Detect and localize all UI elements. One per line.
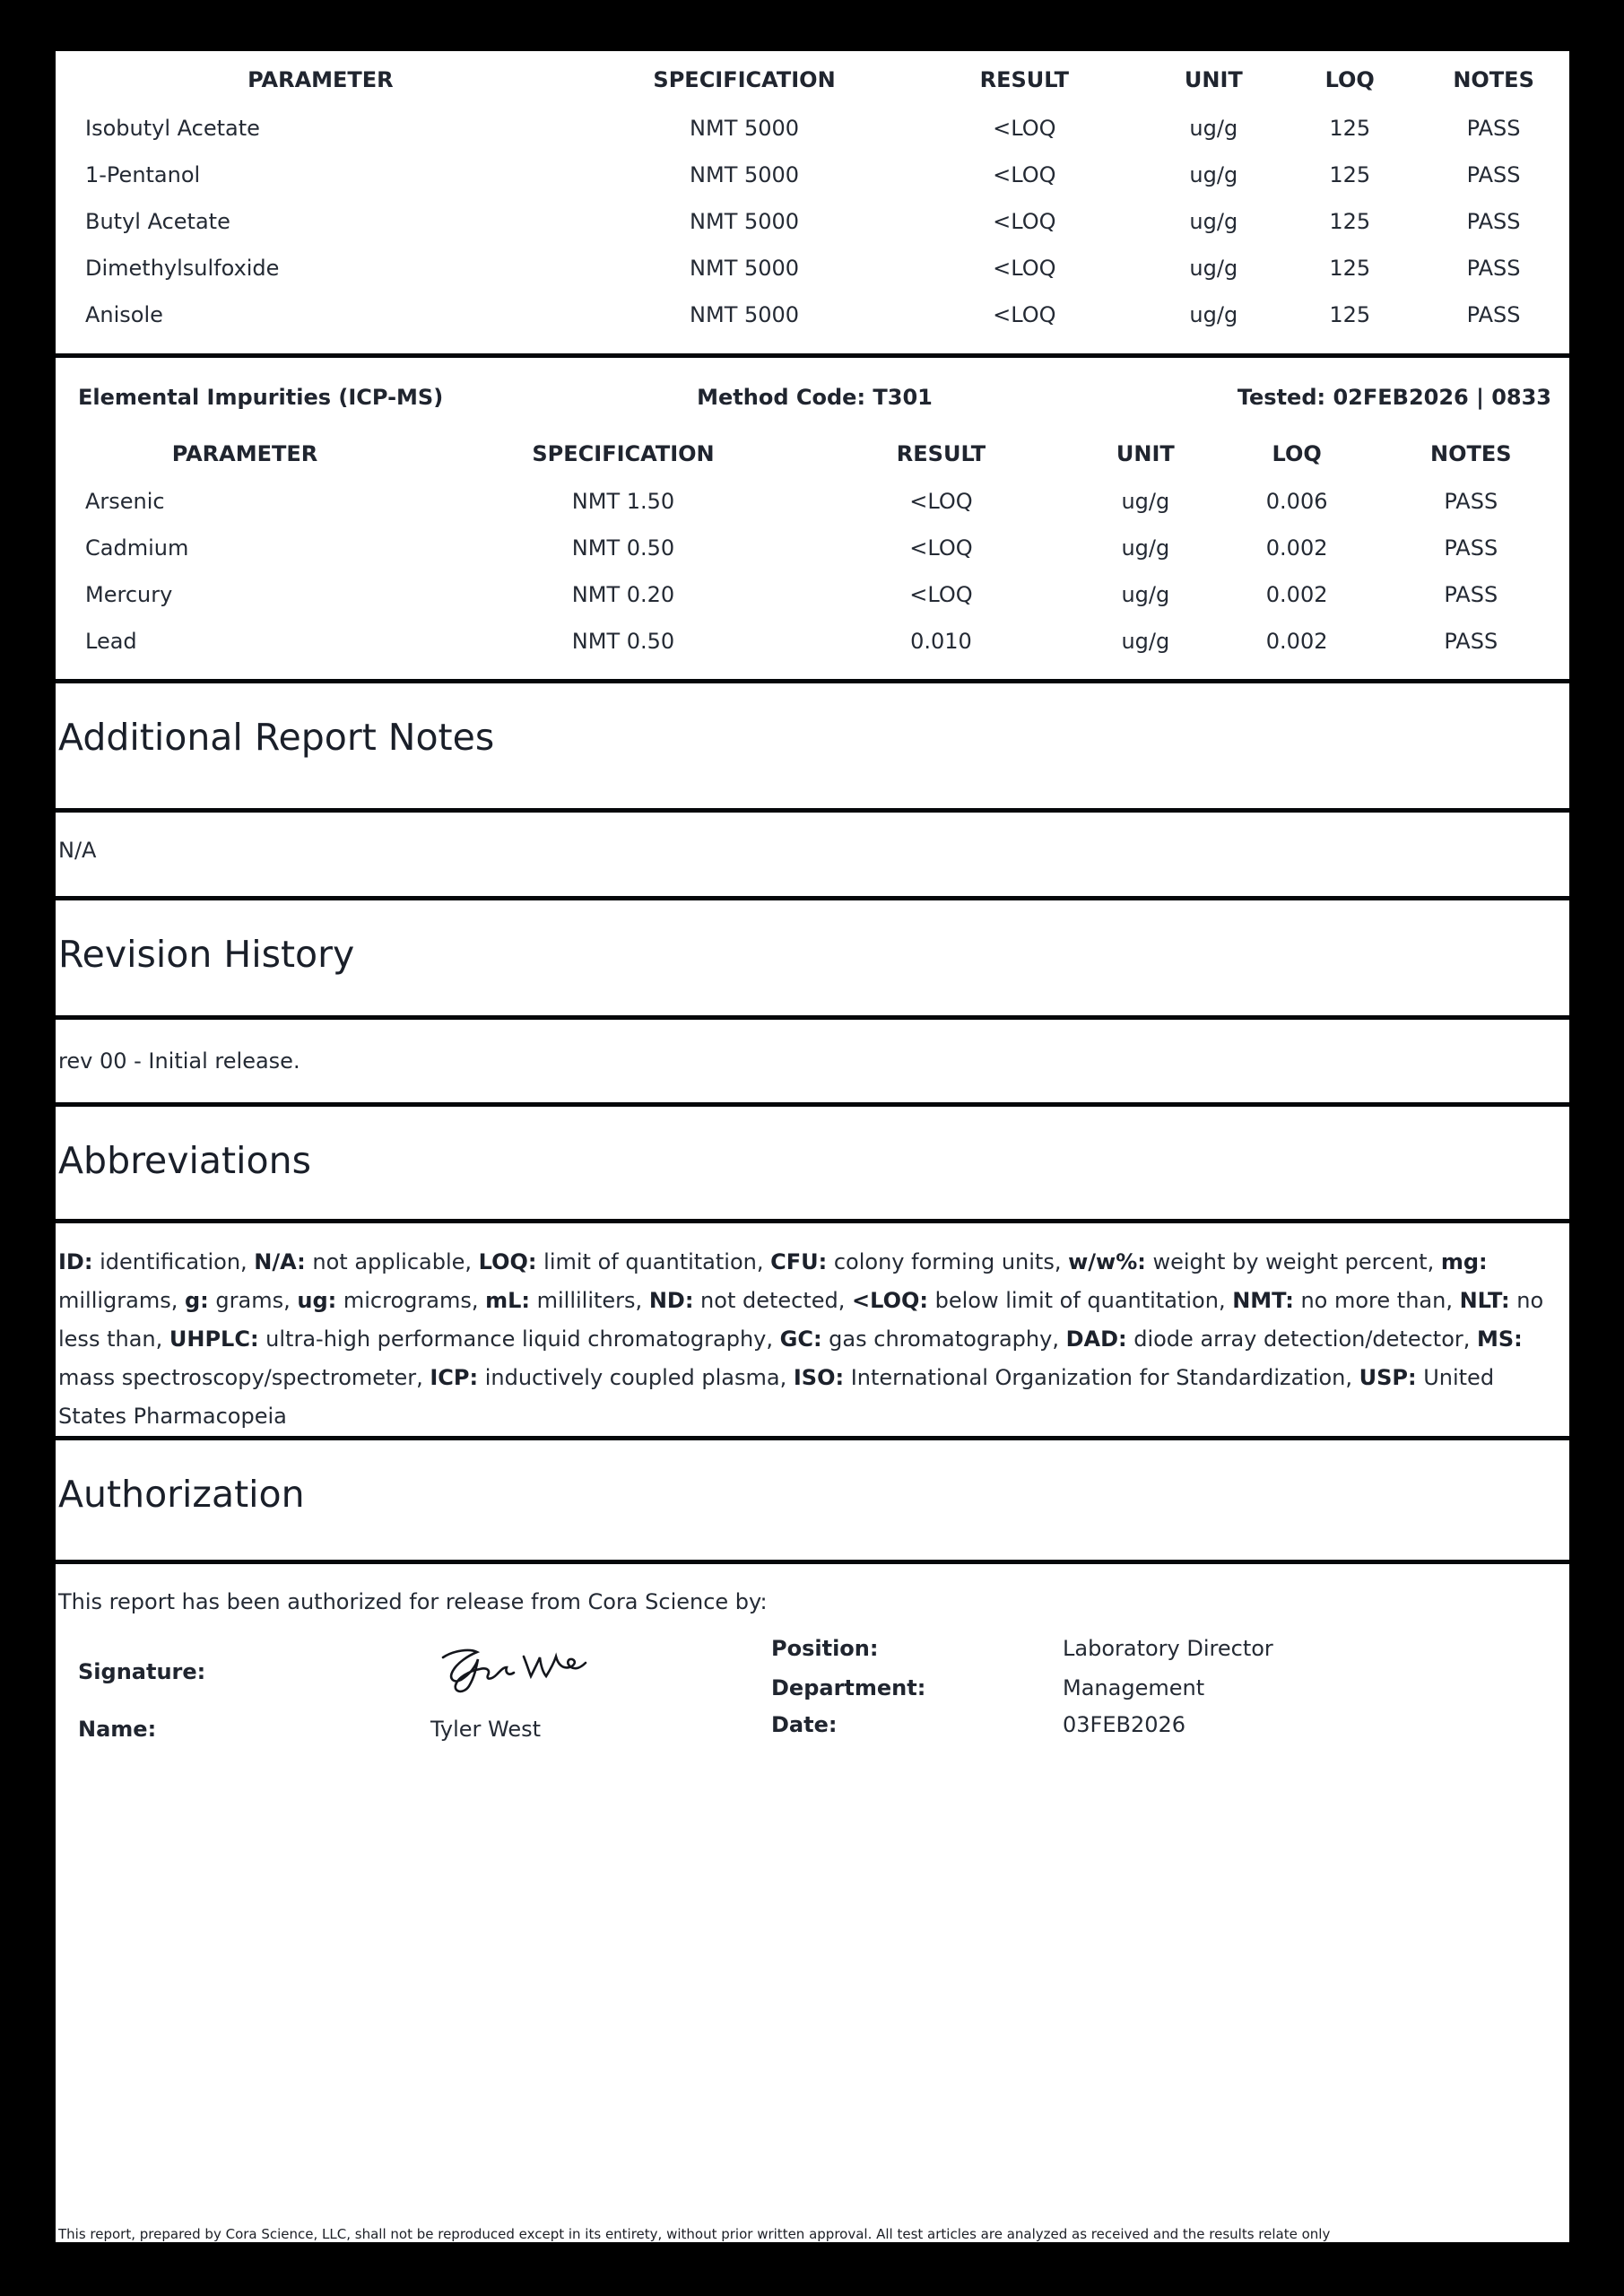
column-header: SPECIFICATION: [653, 67, 836, 92]
table-cell: PASS: [1444, 535, 1498, 561]
abbreviation-key: mL:: [485, 1288, 530, 1313]
column-header: NOTES: [1453, 67, 1534, 92]
abbreviation-key: DAD:: [1065, 1326, 1127, 1352]
column-header: PARAMETER: [248, 67, 394, 92]
abbreviation-key: NMT:: [1232, 1288, 1294, 1313]
column-header: UNIT: [1116, 441, 1175, 466]
table-cell: <LOQ: [909, 489, 973, 514]
table-cell: ug/g: [1189, 162, 1238, 187]
abbreviation-key: MS:: [1477, 1326, 1523, 1352]
report-page: [56, 51, 1569, 2242]
table-cell: PASS: [1444, 582, 1498, 607]
elemental-title: Elemental Impurities (ICP-MS): [78, 385, 444, 410]
table-cell: 0.006: [1265, 489, 1328, 514]
solvents-table-section: [56, 51, 1569, 358]
position-label: Position:: [771, 1636, 879, 1661]
signature-icon: [430, 1643, 596, 1700]
date-value: 03FEB2026: [1063, 1712, 1186, 1737]
table-cell: 0.002: [1265, 629, 1328, 654]
abbreviation-key: ISO:: [793, 1365, 845, 1390]
table-cell: NMT 0.20: [571, 582, 675, 607]
name-value: Tyler West: [430, 1717, 542, 1742]
table-cell: Lead: [85, 629, 137, 654]
table-cell: <LOQ: [993, 162, 1056, 187]
additional-notes-heading: Additional Report Notes: [56, 683, 1569, 813]
department-label: Department:: [771, 1675, 926, 1700]
table-cell: 0.002: [1265, 535, 1328, 561]
table-cell: 125: [1329, 162, 1371, 187]
table-cell: 0.002: [1265, 582, 1328, 607]
table-cell: Cadmium: [85, 535, 189, 561]
table-row: [56, 291, 1569, 338]
table-cell: ug/g: [1121, 582, 1170, 607]
table-cell: 0.010: [910, 629, 972, 654]
table-cell: <LOQ: [993, 256, 1056, 281]
table-cell: Isobutyl Acetate: [85, 116, 260, 141]
table-cell: <LOQ: [909, 535, 973, 561]
table-cell: 125: [1329, 302, 1371, 327]
table-cell: <LOQ: [993, 302, 1056, 327]
column-header: LOQ: [1324, 67, 1375, 92]
table-cell: PASS: [1444, 629, 1498, 654]
column-header: PARAMETER: [171, 441, 318, 466]
table-cell: <LOQ: [993, 209, 1056, 234]
solvents-header-row: [56, 55, 1569, 105]
date-label: Date:: [771, 1712, 838, 1737]
table-cell: NMT 0.50: [571, 629, 675, 654]
table-cell: 125: [1329, 116, 1371, 141]
table-cell: PASS: [1466, 162, 1521, 187]
table-cell: Arsenic: [85, 489, 165, 514]
table-cell: PASS: [1444, 489, 1498, 514]
table-cell: NMT 0.50: [571, 535, 675, 561]
table-cell: NMT 5000: [690, 162, 800, 187]
abbreviation-key: N/A:: [254, 1249, 306, 1274]
abbreviation-key: UHPLC:: [169, 1326, 259, 1352]
table-row: [56, 525, 1569, 571]
column-header: UNIT: [1184, 67, 1243, 92]
abbreviation-key: g:: [185, 1288, 209, 1313]
table-cell: 125: [1329, 209, 1371, 234]
abbreviation-key: LOQ:: [478, 1249, 537, 1274]
abbreviation-key: CFU:: [770, 1249, 828, 1274]
table-cell: NMT 1.50: [571, 489, 675, 514]
table-cell: NMT 5000: [690, 302, 800, 327]
revision-history-heading: Revision History: [56, 900, 1569, 1020]
table-cell: PASS: [1466, 256, 1521, 281]
elemental-header-row: [56, 430, 1569, 478]
signature-label: Signature:: [78, 1659, 206, 1684]
abbreviation-key: ICP:: [430, 1365, 479, 1390]
table-cell: ug/g: [1189, 256, 1238, 281]
column-header: RESULT: [979, 67, 1069, 92]
table-row: [56, 245, 1569, 291]
authorization-heading: Authorization: [56, 1440, 1569, 1564]
department-value: Management: [1063, 1675, 1205, 1700]
table-cell: <LOQ: [909, 582, 973, 607]
column-header: NOTES: [1430, 441, 1512, 466]
table-row: [56, 198, 1569, 245]
table-cell: <LOQ: [993, 116, 1056, 141]
table-row: [56, 152, 1569, 198]
table-cell: ug/g: [1189, 116, 1238, 141]
solvents-table: [56, 55, 1569, 338]
column-header: LOQ: [1272, 441, 1322, 466]
table-cell: ug/g: [1121, 489, 1170, 514]
method-code: Method Code: T301: [697, 385, 933, 410]
table-cell: ug/g: [1189, 209, 1238, 234]
table-cell: NMT 5000: [690, 209, 800, 234]
table-cell: PASS: [1466, 302, 1521, 327]
tested-timestamp: Tested: 02FEB2026 | 0833: [1237, 385, 1552, 410]
footer-disclaimer: This report, prepared by Cora Science, LLC, shall not be reproduced except in its entirety, without prior written approval. All test articles are analyzed as received and the results relate only: [58, 2226, 1331, 2242]
abbreviation-key: NLT:: [1459, 1288, 1510, 1313]
elemental-table: [56, 430, 1569, 665]
table-cell: ug/g: [1121, 535, 1170, 561]
table-cell: 1-Pentanol: [85, 162, 201, 187]
authorization-intro: This report has been authorized for release from Cora Science by:: [58, 1589, 768, 1614]
abbreviations-heading: Abbreviations: [56, 1107, 1569, 1223]
abbreviation-key: GC:: [779, 1326, 822, 1352]
abbreviation-key: ND:: [648, 1288, 694, 1313]
abbreviation-key: ID:: [58, 1249, 93, 1274]
abbreviation-key: w/w%:: [1068, 1249, 1146, 1274]
table-cell: Anisole: [85, 302, 163, 327]
table-cell: 125: [1329, 256, 1371, 281]
abbreviation-key: <LOQ:: [852, 1288, 928, 1313]
table-row: [56, 618, 1569, 665]
table-cell: Mercury: [85, 582, 173, 607]
elemental-table-section: [56, 358, 1569, 683]
column-header: SPECIFICATION: [532, 441, 715, 466]
name-label: Name:: [78, 1717, 157, 1742]
table-row: [56, 571, 1569, 618]
additional-notes-content: N/A: [56, 813, 1569, 900]
table-row: [56, 105, 1569, 152]
table-cell: NMT 5000: [690, 256, 800, 281]
abbreviation-key: ug:: [297, 1288, 337, 1313]
position-value: Laboratory Director: [1063, 1636, 1273, 1661]
table-cell: ug/g: [1121, 629, 1170, 654]
revision-history-content: rev 00 - Initial release.: [56, 1020, 1569, 1107]
abbreviations-content: ID: identification, N/A: not applicable, LOQ: limit of quantitation, CFU: colony forming units, w/w%: weight by weight percent, mg: milligrams, g: grams, ug: micrograms, mL: milliliters, ND: not detected, <LOQ: below limit of quantitation, NMT: no more than, NLT: no less than, UHPLC: ultra-high performance liquid chromatography, GC: gas chromatography, DAD: diode array detection/detector, MS: mass spectroscopy/spectrometer, ICP: inductively coupled plasma, ISO: International Organization for Standardization, USP: United States Pharmacopeia: [56, 1223, 1569, 1440]
table-cell: NMT 5000: [690, 116, 800, 141]
authorization-content: [56, 1564, 1569, 2242]
table-cell: ug/g: [1189, 302, 1238, 327]
table-cell: PASS: [1466, 116, 1521, 141]
column-header: RESULT: [896, 441, 986, 466]
table-cell: PASS: [1466, 209, 1521, 234]
elemental-table-meta: [56, 378, 1569, 417]
abbreviation-key: USP:: [1359, 1365, 1417, 1390]
table-cell: Butyl Acetate: [85, 209, 230, 234]
table-cell: Dimethylsulfoxide: [85, 256, 280, 281]
table-row: [56, 478, 1569, 525]
abbreviation-key: mg:: [1440, 1249, 1488, 1274]
